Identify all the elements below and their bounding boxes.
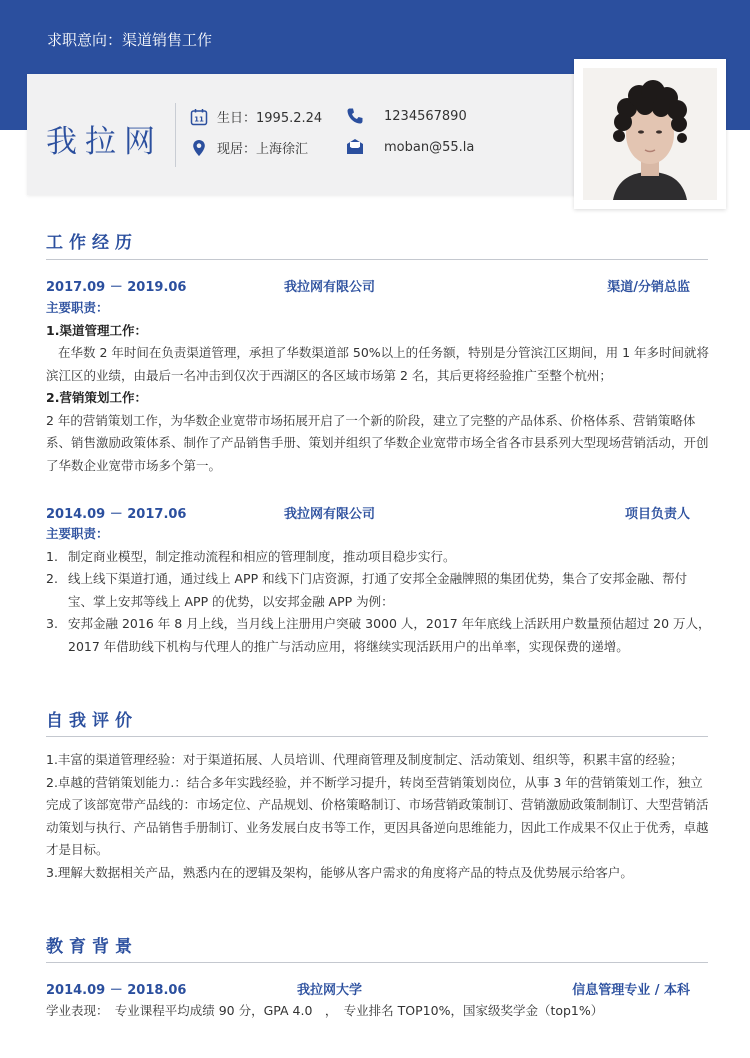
birth-text: 生日：1995.2.24 — [217, 111, 323, 126]
self-point-3: 3.理解大数据相关产品，熟悉内在的逻辑及架构，能够从客户需求的角度将产品的特点及优势展示给客户。 — [46, 864, 633, 880]
education-header — [46, 979, 690, 997]
job-1-sub2-text: 2 年的营销策划工作，为华数企业宽带市场拓展开启了一个新的阶段，建立了完整的产品体系、价格体系、营销策略体系、销售激励政策体系、制作了产品销售手册、策划并组织了华数企业宽带市场全省各市县系列大型现场营销活动，开创了华数企业宽带市场多个第一。 — [46, 412, 709, 473]
job-2-period: 2014.09 － 2017.06 — [46, 507, 187, 522]
phone-icon — [346, 107, 364, 125]
job-1-details — [46, 297, 712, 477]
list-item-number: 2. — [46, 571, 58, 586]
job-2-duty-label: 主要职责： — [46, 526, 109, 541]
location-info — [190, 138, 308, 157]
job-1-sub1-text: 在华数 2 年时间在负责渠道管理，承担了华数渠道部 50%以上的任务额，特别是分管滨江区期间，用 1 年多时间就将滨江区的业绩，由最后一名冲击到仅次于西湖区的各区域市场第 2 名，其后更将经验推广至整个杭州； — [46, 345, 710, 383]
list-item — [46, 546, 712, 569]
self-point-1: 1.丰富的渠道管理经验：对于渠道拓展、人员培训、代理商管理及制度制定、活动策划、组织等，积累丰富的经验； — [46, 752, 683, 767]
list-item-text: 制定商业模型，制定推动流程和相应的管理制度，推动项目稳步实行。 — [68, 548, 456, 564]
calendar-icon — [190, 108, 208, 126]
list-item — [46, 568, 712, 613]
location-pin-icon — [190, 139, 208, 157]
header-divider — [175, 103, 176, 167]
email-text: moban@55.la — [384, 139, 475, 155]
job-2-header — [46, 503, 690, 521]
list-item-number: 1. — [46, 548, 58, 564]
email-info — [346, 138, 474, 156]
education-school: 我拉网大学 — [297, 983, 363, 998]
job-1-duty-label: 主要职责： — [46, 300, 109, 315]
list-item-text: 线上线下渠道打通，通过线上 APP 和线下门店资源，打通了安邦全金融牌照的集团优势，集合了安邦金融、帮付宝、掌上安邦等线上 APP 的优势，以安邦金融 APP 为例： — [68, 571, 688, 609]
education-period: 2014.09 － 2018.06 — [46, 983, 187, 998]
self-section-title: 自我评价 — [46, 711, 138, 731]
job-2-role: 项目负责人 — [624, 507, 690, 522]
education-performance: 学业表现： 专业课程平均成绩 90 分，GPA 4.0 ， 专业排名 TOP10%，国家级奖学金（top1%） — [46, 1003, 604, 1018]
job-1-header — [46, 276, 690, 294]
calendar-day: 11 — [194, 115, 204, 123]
work-section-divider — [46, 259, 708, 260]
job-2-duty-list — [46, 546, 712, 659]
self-point-2: 2.卓越的营销策划能力.：结合多年实践经验，并不断学习提升，转岗至营销策划岗位，从事 3 年的营销策划工作，独立完成了该部宽带产品线的：市场定位、产品规划、价格策略制订、市场营销政策制订、营销激励政策制制订、大型营销活动策划与执行、产品销售手册制订、业务发展白皮书等工作，更因具备逆向思维能力，因此工作成果不仅止于优秀，卓越才是目标。 — [46, 774, 709, 857]
job-1-sub1-title: 1.渠道管理工作： — [46, 322, 147, 338]
list-item — [46, 613, 712, 658]
portrait-image — [583, 68, 717, 200]
job-objective: 求职意向：渠道销售工作 — [47, 31, 213, 49]
job-1-sub2-title: 2.营销策划工作： — [46, 390, 147, 405]
education-major: 信息管理专业 / 本科 — [572, 983, 690, 998]
education-section-title: 教育背景 — [46, 937, 138, 957]
location-text: 现居：上海徐汇 — [217, 142, 309, 157]
job-2-details — [46, 523, 712, 658]
candidate-name: 我拉网 — [46, 124, 163, 160]
job-1-period: 2017.09 － 2019.06 — [46, 280, 187, 295]
list-item-text: 安邦金融 2016 年 8 月上线，当月线上注册用户突破 3000 人，2017 年年底线上活跃用户数量预估超过 20 万人，2017 年借助线下机构与代理人的推广与活动应用，将继续实现活跃用户的出单率，实现保费的递增。 — [68, 616, 711, 654]
phone-text: 1234567890 — [384, 108, 467, 124]
self-evaluation-text — [46, 749, 712, 884]
job-2-company: 我拉网有限公司 — [284, 507, 376, 522]
birth-info — [190, 107, 322, 126]
job-1-role: 渠道/分销总监 — [607, 280, 690, 295]
list-item-number: 3. — [46, 616, 58, 631]
job-1-company: 我拉网有限公司 — [284, 280, 376, 295]
education-section-divider — [46, 962, 708, 963]
work-section-title: 工作经历 — [46, 233, 138, 253]
mail-icon — [346, 138, 364, 156]
self-section-divider — [46, 736, 708, 737]
profile-photo — [574, 59, 726, 209]
phone-info — [346, 107, 467, 125]
